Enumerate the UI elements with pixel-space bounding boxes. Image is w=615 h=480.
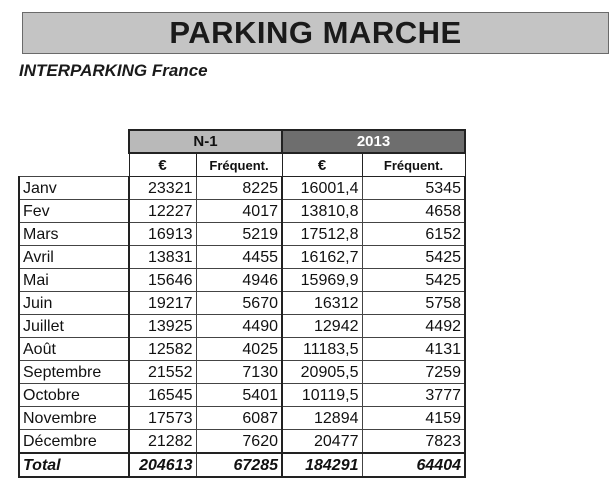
euro-cur-cell: 16001,4 [282, 177, 362, 200]
euro-cur-cell: 13810,8 [282, 200, 362, 223]
freq-prev-cell: 5401 [196, 384, 282, 407]
freq-cur-cell: 5425 [362, 269, 465, 292]
month-cell: Fev [19, 200, 129, 223]
freq-cur-cell: 4658 [362, 200, 465, 223]
month-cell: Décembre [19, 430, 129, 454]
euro-prev-cell: 12582 [129, 338, 196, 361]
table-row [19, 200, 465, 223]
freq-prev-cell: 4017 [196, 200, 282, 223]
euro-cur-cell: 20477 [282, 430, 362, 454]
column-header-euro-cur: € [282, 153, 362, 177]
table-row [19, 269, 465, 292]
euro-prev-cell: 15646 [129, 269, 196, 292]
total-euro-cur: 184291 [282, 453, 362, 477]
group-header-current-year: 2013 [282, 130, 465, 153]
table-row [19, 338, 465, 361]
euro-prev-cell: 19217 [129, 292, 196, 315]
table-row [19, 246, 465, 269]
page-subtitle: INTERPARKING France [19, 61, 208, 80]
total-freq-cur: 64404 [362, 453, 465, 477]
month-cell: Octobre [19, 384, 129, 407]
euro-cur-cell: 10119,5 [282, 384, 362, 407]
parking-data-table [18, 129, 466, 478]
group-header-previous-year: N-1 [129, 130, 282, 153]
month-cell: Mai [19, 269, 129, 292]
table-row [19, 223, 465, 246]
euro-prev-cell: 13925 [129, 315, 196, 338]
euro-prev-cell: 16913 [129, 223, 196, 246]
euro-cur-cell: 12942 [282, 315, 362, 338]
total-freq-prev: 67285 [196, 453, 282, 477]
blank-corner [19, 130, 129, 153]
freq-cur-cell: 5425 [362, 246, 465, 269]
freq-cur-cell: 4159 [362, 407, 465, 430]
freq-cur-cell: 7823 [362, 430, 465, 454]
euro-prev-cell: 16545 [129, 384, 196, 407]
euro-prev-cell: 23321 [129, 177, 196, 200]
euro-prev-cell: 12227 [129, 200, 196, 223]
table-body [19, 177, 465, 454]
month-cell: Novembre [19, 407, 129, 430]
month-cell: Juin [19, 292, 129, 315]
month-cell: Mars [19, 223, 129, 246]
group-header-row [19, 130, 465, 153]
column-header-freq-cur: Fréquent. [362, 153, 465, 177]
freq-prev-cell: 7620 [196, 430, 282, 454]
euro-cur-cell: 20905,5 [282, 361, 362, 384]
table-row [19, 407, 465, 430]
freq-prev-cell: 5670 [196, 292, 282, 315]
freq-prev-cell: 8225 [196, 177, 282, 200]
freq-prev-cell: 5219 [196, 223, 282, 246]
freq-prev-cell: 4455 [196, 246, 282, 269]
column-header-euro-prev: € [129, 153, 196, 177]
freq-prev-cell: 4946 [196, 269, 282, 292]
table-row [19, 361, 465, 384]
column-header-row [19, 153, 465, 177]
euro-prev-cell: 13831 [129, 246, 196, 269]
page-title: PARKING MARCHE [169, 15, 462, 50]
total-label: Total [19, 453, 129, 477]
total-euro-prev: 204613 [129, 453, 196, 477]
column-header-freq-prev: Fréquent. [196, 153, 282, 177]
table-row [19, 430, 465, 454]
table-row [19, 384, 465, 407]
total-row [19, 453, 465, 477]
freq-prev-cell: 4025 [196, 338, 282, 361]
month-cell: Septembre [19, 361, 129, 384]
freq-cur-cell: 6152 [362, 223, 465, 246]
month-cell: Avril [19, 246, 129, 269]
freq-prev-cell: 4490 [196, 315, 282, 338]
table-row [19, 177, 465, 200]
freq-cur-cell: 7259 [362, 361, 465, 384]
freq-cur-cell: 4492 [362, 315, 465, 338]
euro-cur-cell: 12894 [282, 407, 362, 430]
euro-cur-cell: 16312 [282, 292, 362, 315]
blank-corner [19, 153, 129, 177]
euro-cur-cell: 11183,5 [282, 338, 362, 361]
table-row [19, 315, 465, 338]
month-cell: Juillet [19, 315, 129, 338]
table-row [19, 292, 465, 315]
freq-cur-cell: 4131 [362, 338, 465, 361]
freq-cur-cell: 5758 [362, 292, 465, 315]
euro-cur-cell: 17512,8 [282, 223, 362, 246]
title-banner [22, 12, 609, 54]
freq-cur-cell: 5345 [362, 177, 465, 200]
month-cell: Janv [19, 177, 129, 200]
euro-prev-cell: 21282 [129, 430, 196, 454]
month-cell: Août [19, 338, 129, 361]
euro-prev-cell: 17573 [129, 407, 196, 430]
euro-cur-cell: 16162,7 [282, 246, 362, 269]
freq-prev-cell: 7130 [196, 361, 282, 384]
freq-prev-cell: 6087 [196, 407, 282, 430]
euro-cur-cell: 15969,9 [282, 269, 362, 292]
euro-prev-cell: 21552 [129, 361, 196, 384]
freq-cur-cell: 3777 [362, 384, 465, 407]
